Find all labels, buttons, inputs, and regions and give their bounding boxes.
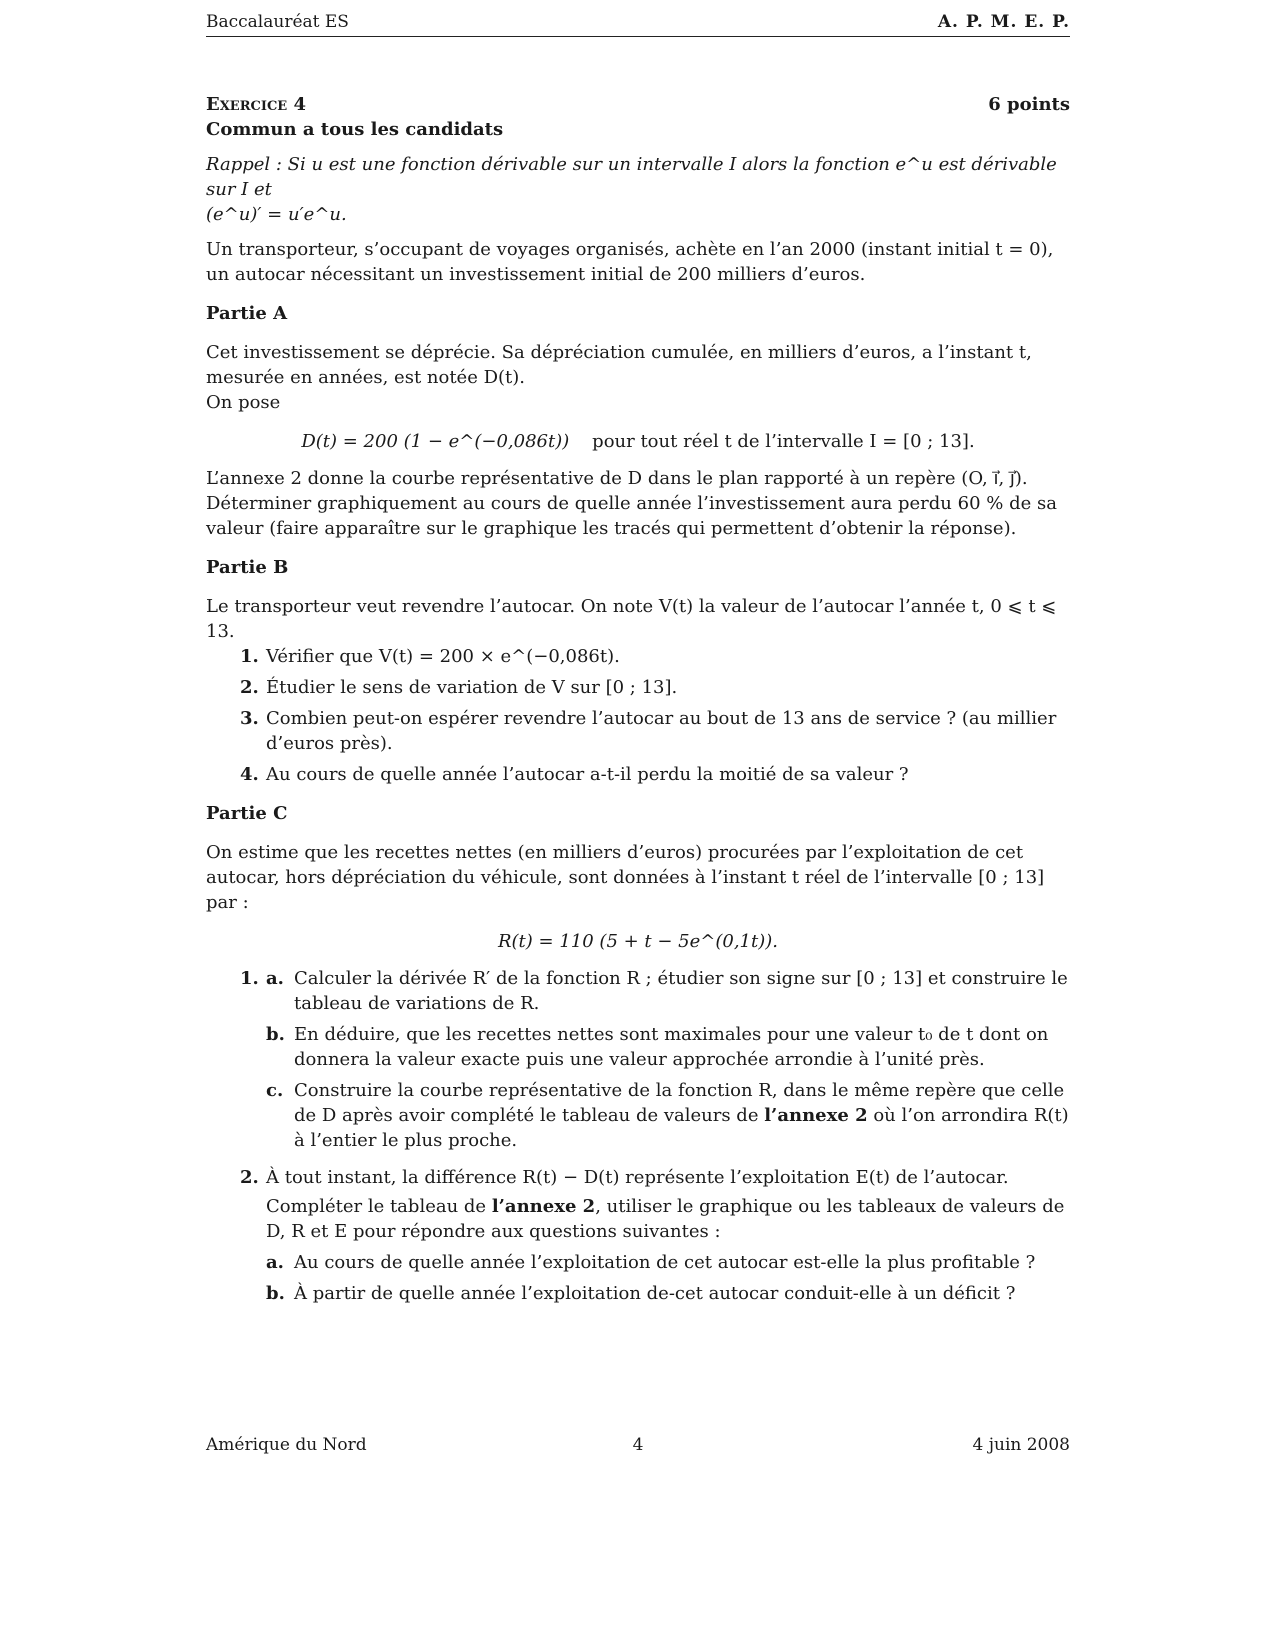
part-a-p3: L’annexe 2 donne la courbe représentative de D dans le plan rapporté à un repère (O, i⃗, j⃗). — [206, 468, 1028, 489]
question-item — [240, 1165, 1070, 1312]
subquestion-letter: c. — [266, 1080, 284, 1101]
part-a-formula-line — [206, 429, 1070, 454]
subquestion — [266, 1078, 1070, 1153]
page-header — [206, 10, 1070, 37]
part-c-title: Partie C — [206, 803, 288, 824]
part-a-formula: D(t) = 200 (1 − e^(−0,086t)) — [301, 431, 570, 452]
header-left: Baccalauréat ES — [206, 12, 349, 32]
question-item — [240, 762, 1070, 787]
question-number: 4. — [240, 764, 259, 785]
subquestion-text: Calculer la dérivée R′ de la fonction R ; étudier son signe sur [0 ; 13] et construire le tableau de variations de R. — [294, 968, 1068, 1014]
subquestion-text: En déduire, que les recettes nettes sont maximales pour une valeur t₀ de t dont on donnera la valeur exacte puis une valeur approchée arrondie à l’unité près. — [294, 1024, 1049, 1070]
question-number: 3. — [240, 708, 259, 729]
subquestion-text: À partir de quelle année l’exploitation de-cet autocar conduit-elle à un déficit ? — [294, 1283, 1016, 1304]
question-text: À tout instant, la différence R(t) − D(t) représente l’exploitation E(t) de l’autocar. — [266, 1167, 1009, 1188]
page-number: 4 — [632, 1435, 644, 1455]
text-fragment: , utiliser le graphique ou les tableaux de valeurs de D, R et E pour répondre aux questions suivantes : — [266, 1196, 1065, 1242]
part-c-questions — [206, 966, 1070, 1312]
header-right: A. P. M. E. P. — [937, 12, 1070, 32]
intro-paragraph: Un transporteur, s’occupant de voyages organisés, achète en l’an 2000 (instant initial t = 0), un autocar nécessitant un investissement initial de 200 milliers d’euros. — [206, 239, 1054, 285]
question-body — [266, 1165, 1070, 1312]
exercise-subtitle: Commun a tous les candidats — [206, 119, 504, 140]
question-item — [240, 706, 1070, 756]
question-number: 1. — [240, 968, 259, 989]
rappel-line-1: Rappel : Si u est une fonction dérivable sur un intervalle I alors la fonction e^u est dérivable sur I et — [206, 154, 1057, 200]
part-b-questions — [206, 644, 1070, 787]
question-text: Étudier le sens de variation de V sur [0 ; 13]. — [266, 677, 678, 698]
exercise-title: Exercice 4 — [206, 94, 306, 115]
subquestion — [266, 1281, 1070, 1306]
document-body — [206, 92, 1070, 1318]
subquestion — [266, 966, 1070, 1016]
part-a-p1: Cet investissement se déprécie. Sa dépréciation cumulée, en milliers d’euros, a l’instant t, mesurée en années, est notée D(t). — [206, 342, 1032, 388]
part-a-title: Partie A — [206, 303, 288, 324]
part-b-intro: Le transporteur veut revendre l’autocar. On note V(t) la valeur de l’autocar l’année t, 0 ⩽ t ⩽ 13. — [206, 596, 1057, 642]
exercise-header — [206, 92, 1070, 117]
question-text: Vérifier que V(t) = 200 × e^(−0,086t). — [266, 646, 620, 667]
subquestion-text — [294, 1078, 1070, 1153]
question-number: 2. — [240, 1167, 259, 1188]
question-item — [240, 644, 1070, 669]
exercise-points: 6 points — [988, 94, 1070, 115]
text-fragment: où l’on arrondira R(t) à l’entier le plus proche. — [294, 1105, 1069, 1151]
part-a-p2: On pose — [206, 392, 281, 413]
subquestion — [266, 1250, 1070, 1275]
subquestion-letter: a. — [266, 1252, 284, 1273]
question-text: Au cours de quelle année l’autocar a-t-il perdu la moitié de sa valeur ? — [266, 764, 909, 785]
part-c-intro: On estime que les recettes nettes (en milliers d’euros) procurées par l’exploitation de cet autocar, hors dépréciation du véhicule, sont données à l’instant t réel de l’intervalle [0 ; 13] par : — [206, 842, 1045, 913]
part-a-formula-tail: pour tout réel t de l’intervalle I = [0 ; 13]. — [592, 431, 975, 452]
subquestion-letter: b. — [266, 1024, 285, 1045]
subquestion — [266, 1022, 1070, 1072]
part-b-title: Partie B — [206, 557, 289, 578]
question-number: 2. — [240, 677, 259, 698]
text-fragment: Compléter le tableau de — [266, 1196, 487, 1217]
subquestion-letter: a. — [266, 968, 284, 989]
subquestion-text: Au cours de quelle année l’exploitation de cet autocar est-elle la plus profitable ? — [294, 1252, 1036, 1273]
question-text-2 — [266, 1194, 1070, 1244]
rappel-line-2: (e^u)′ = u′e^u. — [206, 204, 347, 225]
part-a-p4: Déterminer graphiquement au cours de quelle année l’investissement aura perdu 60 % de sa valeur (faire apparaître sur le graphique les tracés qui permettent d’obtenir la réponse). — [206, 493, 1057, 539]
question-item — [240, 675, 1070, 700]
subquestion-letter: b. — [266, 1283, 285, 1304]
question-subitems — [266, 966, 1070, 1159]
annex-reference: l’annexe 2 — [764, 1105, 868, 1126]
text-fragment: Construire la courbe représentative de la fonction R, dans le même repère que celle de D après avoir complété le tableau de valeurs de — [294, 1080, 1065, 1126]
annex-reference: l’annexe 2 — [491, 1196, 596, 1217]
footer-date: 4 juin 2008 — [972, 1435, 1070, 1455]
part-c-formula: R(t) = 110 (5 + t − 5e^(0,1t)). — [497, 931, 779, 952]
footer-left: Amérique du Nord — [206, 1435, 367, 1455]
question-text: Combien peut-on espérer revendre l’autocar au bout de 13 ans de service ? (au millier d’euros près). — [266, 708, 1057, 754]
question-item — [240, 966, 1070, 1159]
question-number: 1. — [240, 646, 259, 667]
